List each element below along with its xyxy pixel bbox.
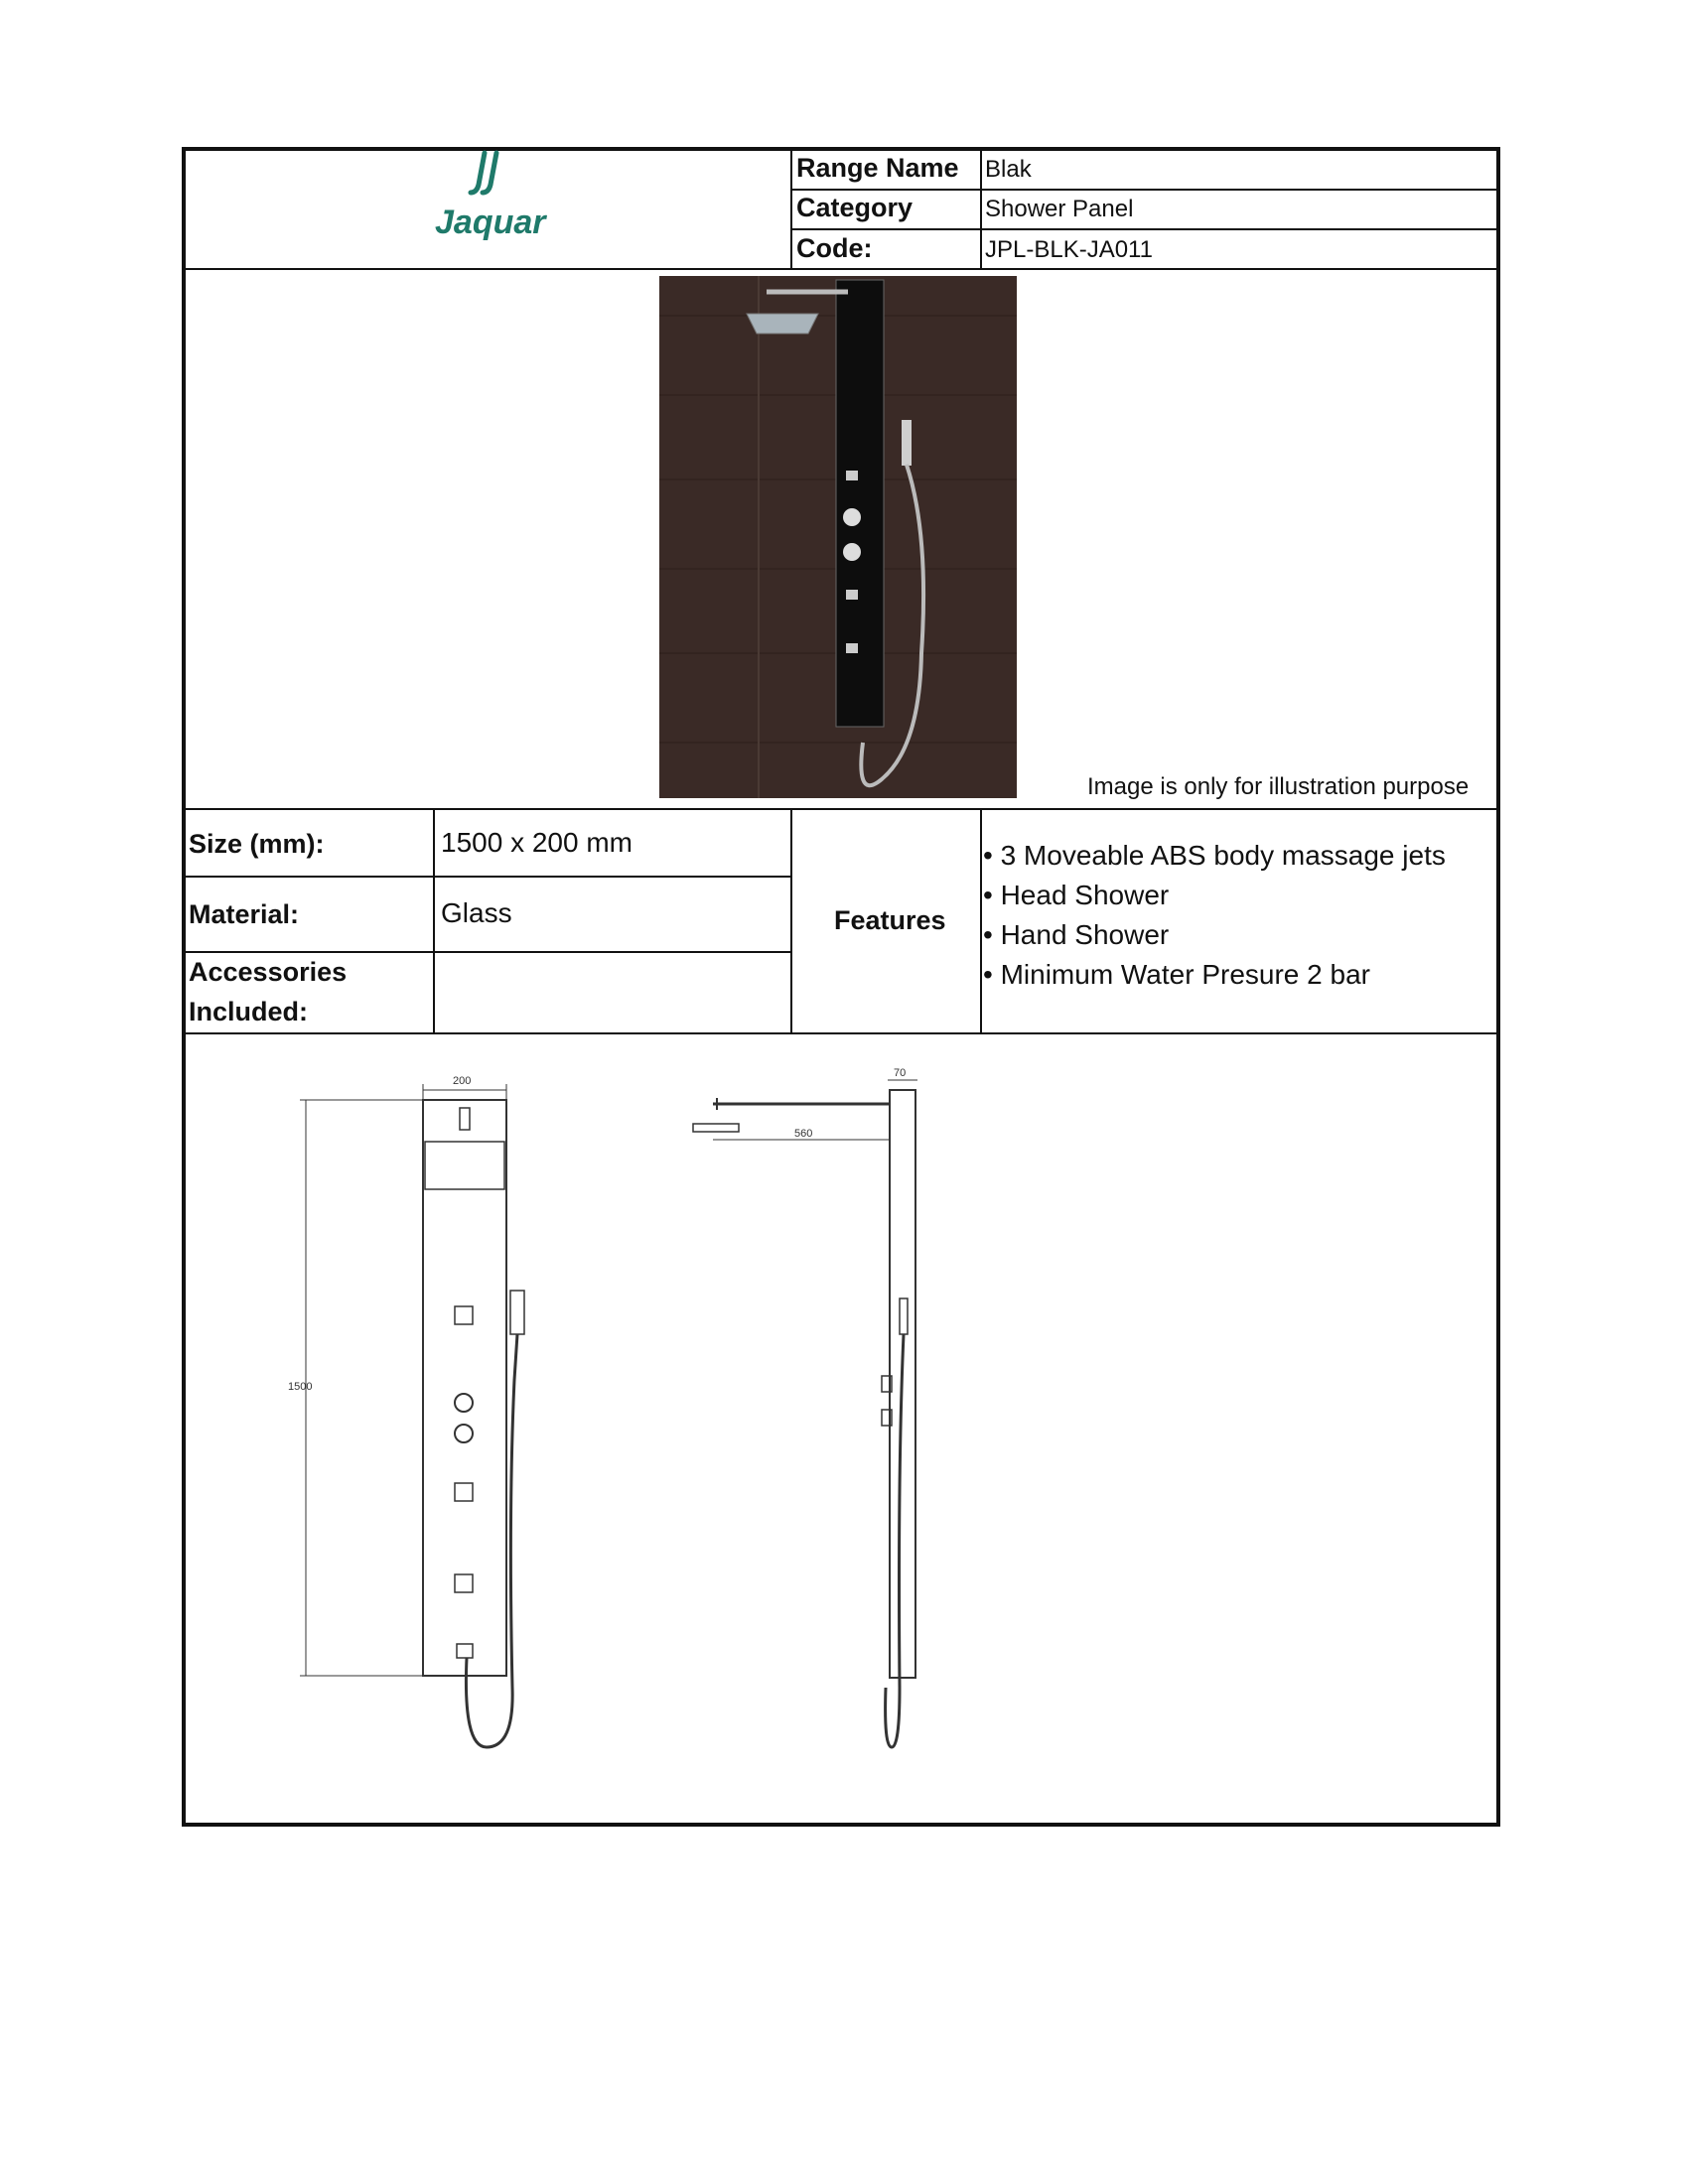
front-panel-outline (423, 1100, 506, 1676)
category-label: Category (796, 193, 914, 222)
accessories-label: Included: (189, 997, 308, 1026)
divider (182, 951, 790, 953)
range-name-value: Blak (985, 156, 1032, 183)
code-label: Code: (796, 233, 873, 263)
height-dimension: 1500 (288, 1381, 313, 1393)
divider (790, 147, 792, 270)
divider (790, 189, 1500, 191)
code-value: JPL-BLK-JA011 (985, 236, 1153, 263)
material-label: Material: (189, 899, 300, 929)
divider (182, 808, 1500, 810)
technical-drawing (258, 1052, 1053, 1807)
brand-name: Jaquar (435, 204, 546, 241)
features-list (983, 836, 1446, 995)
divider (182, 1032, 1500, 1034)
category-value: Shower Panel (985, 196, 1134, 222)
divider (182, 268, 1500, 270)
divider (980, 808, 982, 1034)
range-name-label: Range Name (796, 153, 959, 183)
list-item: • 3 Moveable ABS body massage jets (983, 840, 1446, 871)
list-item: • Minimum Water Presure 2 bar (983, 959, 1370, 990)
divider (790, 808, 792, 1034)
width-dimension: 200 (453, 1075, 472, 1087)
material-value: Glass (441, 897, 512, 928)
divider (790, 228, 1500, 230)
depth-dimension: 70 (894, 1067, 907, 1079)
divider (980, 147, 982, 270)
divider (182, 876, 790, 878)
list-item: • Hand Shower (983, 919, 1170, 950)
accessories-label: Accessories (189, 957, 348, 987)
list-item: • Head Shower (983, 880, 1170, 910)
divider (433, 808, 435, 1034)
product-photo (659, 276, 1017, 798)
image-caption: Image is only for illustration purpose (1087, 773, 1470, 800)
arm-dimension: 560 (794, 1128, 813, 1140)
features-label: Features (834, 905, 946, 935)
size-label: Size (mm): (189, 829, 325, 859)
size-value: 1500 x 200 mm (441, 827, 633, 858)
